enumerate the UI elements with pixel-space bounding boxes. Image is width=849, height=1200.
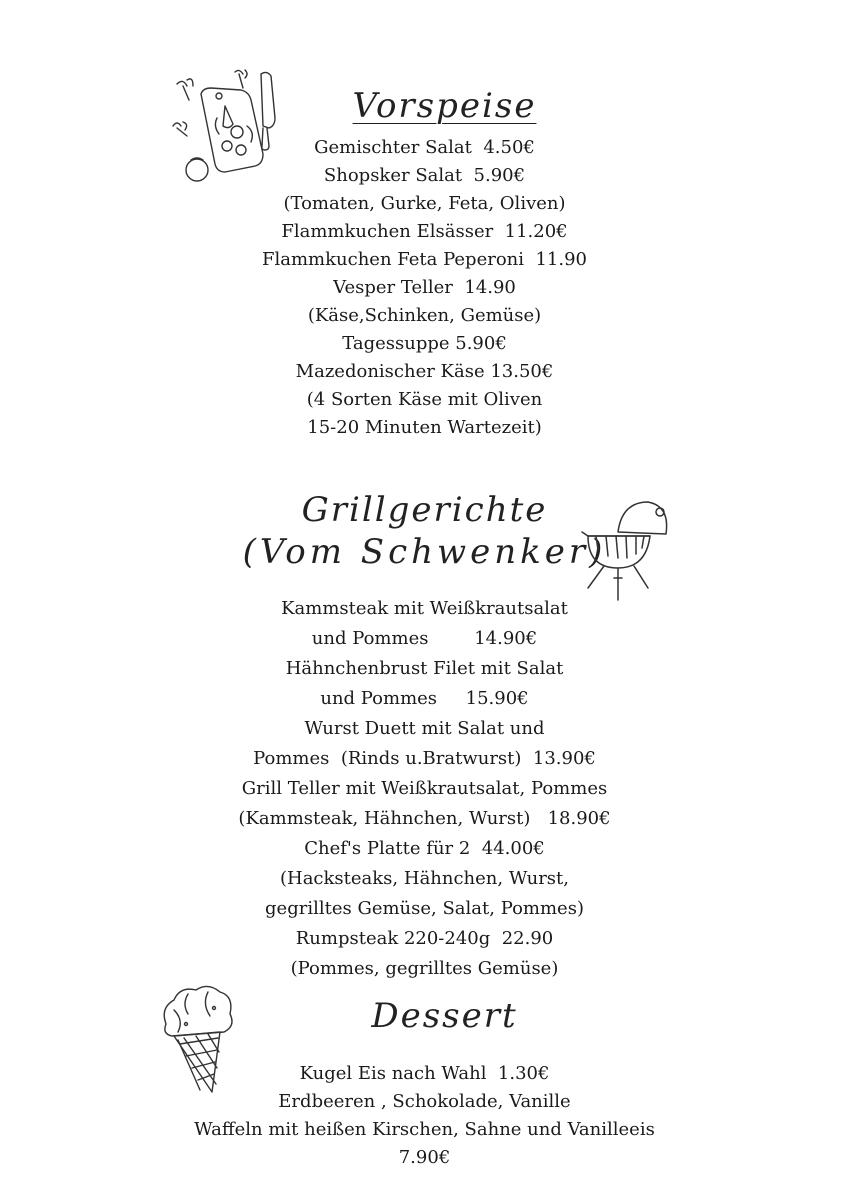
menu-line: 15-20 Minuten Wartezeit) bbox=[307, 417, 542, 438]
dessert-heading bbox=[0, 994, 849, 1038]
vorspeise-items bbox=[0, 134, 849, 442]
menu-line: Flammkuchen Elsässer 11.20€ bbox=[281, 221, 568, 242]
grill-heading-line2 bbox=[0, 530, 849, 574]
menu-line: Erdbeeren , Schokolade, Vanille bbox=[278, 1091, 571, 1112]
menu-line: Wurst Duett mit Salat und bbox=[304, 718, 545, 739]
menu-line: 7.90€ bbox=[398, 1147, 451, 1168]
menu-line: und Pommes 15.90€ bbox=[320, 688, 529, 709]
vorspeise-title: Vorspeise bbox=[352, 86, 537, 126]
menu-line: Hähnchenbrust Filet mit Salat bbox=[285, 658, 564, 679]
menu-line: Kugel Eis nach Wahl 1.30€ bbox=[299, 1063, 550, 1084]
menu-line: (Tomaten, Gurke, Feta, Oliven) bbox=[283, 193, 566, 214]
menu-line: Pommes (Rinds u.Bratwurst) 13.90€ bbox=[253, 748, 596, 769]
menu-line: Flammkuchen Feta Peperoni 11.90 bbox=[262, 249, 587, 270]
menu-line: (Pommes, gegrilltes Gemüse) bbox=[290, 958, 559, 979]
kettle-grill-icon bbox=[578, 496, 674, 606]
menu-line: Gemischter Salat 4.50€ bbox=[314, 137, 535, 158]
dessert-items bbox=[0, 1060, 849, 1172]
menu-line: Chef's Platte für 2 44.00€ bbox=[304, 838, 545, 859]
grill-title: Grillgerichte bbox=[301, 490, 548, 530]
menu-line: (Hacksteaks, Hähnchen, Wurst, bbox=[279, 868, 570, 889]
menu-line: (Käse,Schinken, Gemüse) bbox=[307, 305, 542, 326]
menu-line: Kammsteak mit Weißkrautsalat bbox=[281, 598, 568, 619]
vorspeise-heading bbox=[0, 84, 849, 128]
menu-line: (4 Sorten Käse mit Oliven bbox=[306, 389, 543, 410]
menu-line: Grill Teller mit Weißkrautsalat, Pommes bbox=[241, 778, 608, 799]
menu-line: Tagessuppe 5.90€ bbox=[342, 333, 507, 354]
grill-subtitle: (Vom Schwenker) bbox=[242, 532, 607, 572]
menu-line: (Kammsteak, Hähnchen, Wurst) 18.90€ bbox=[238, 808, 611, 829]
menu-line: Mazedonischer Käse 13.50€ bbox=[295, 361, 554, 382]
grill-heading-line1 bbox=[0, 488, 849, 532]
menu-line: Waffeln mit heißen Kirschen, Sahne und Vanilleeis bbox=[194, 1119, 655, 1140]
menu-line: Rumpsteak 220-240g 22.90 bbox=[295, 928, 554, 949]
menu-line: Shopsker Salat 5.90€ bbox=[323, 165, 526, 186]
menu-line: Vesper Teller 14.90 bbox=[333, 277, 516, 298]
menu-line: gegrilltes Gemüse, Salat, Pommes) bbox=[265, 898, 584, 919]
grill-items bbox=[0, 594, 849, 984]
dessert-title: Dessert bbox=[371, 996, 518, 1036]
menu-line: und Pommes 14.90€ bbox=[311, 628, 538, 649]
